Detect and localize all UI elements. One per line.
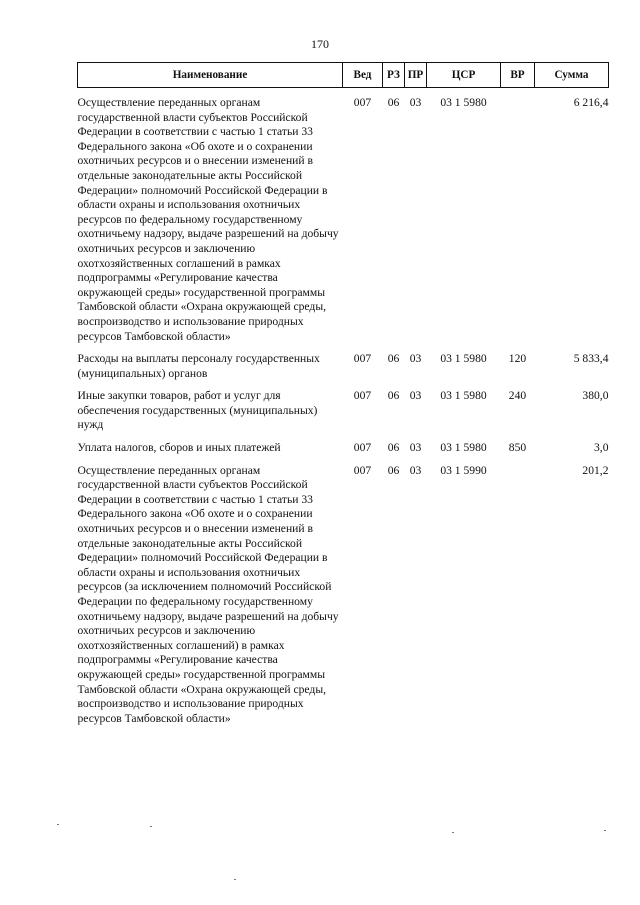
row-pr: 03 — [409, 441, 422, 455]
row-sum: 3,0 — [594, 441, 609, 455]
row-rz: 06 — [387, 96, 400, 109]
scan-speck — [57, 824, 59, 825]
row-pr: 03 — [409, 389, 422, 403]
row-rz: 06 — [387, 441, 400, 455]
row-sum: 201,2 — [582, 463, 609, 477]
row-csr: 03 1 5980 — [440, 441, 487, 455]
page-number: 170 — [311, 37, 329, 51]
row-rz: 06 — [387, 463, 400, 477]
row-vr — [501, 464, 535, 727]
table-row — [78, 464, 609, 727]
row-ved: 007 — [353, 352, 372, 366]
row-name: Осуществление переданных органам государственной власти субъектов Российской Федерации в соответствии с частью 1 статьи 33 Федерального закона «Об охоте и о сохранении охотничьих ресурсов и о внесении изменений в отдельные законодательные акты Российской Федерации» полномочий Российской Федерации в области охраны и использования охотничьих ресурсов (за исключением полномочий Российской Федерации по федеральному государственному охотничьему надзору, выдаче разрешений на добычу охотничьих ресурсов и заключению охотхозяйственных соглашений) в рамках подпрограммы «Регулирование качества окружающей среды» государственной программы Тамбовской области «Охрана окружающей среды, воспроизводство и использование природных ресурсов Тамбовской области» — [77, 463, 339, 725]
row-vr: 850 — [508, 441, 527, 455]
table-row — [78, 96, 609, 344]
row-ved: 007 — [353, 441, 372, 455]
column-header-pr: ПР — [405, 63, 427, 88]
row-rz: 06 — [387, 352, 400, 366]
column-header-rz: РЗ — [383, 63, 405, 88]
row-sum: 6 216,4 — [573, 96, 609, 109]
column-header-ved: Вед — [343, 63, 383, 88]
column-header-name: Наименование — [78, 63, 343, 88]
row-sum: 380,0 — [582, 389, 609, 403]
table-row — [78, 352, 609, 381]
row-csr: 03 1 5990 — [440, 463, 487, 477]
row-csr: 03 1 5980 — [440, 389, 487, 403]
scan-speck — [604, 830, 606, 831]
column-header-sum: Сумма — [535, 63, 609, 88]
row-name: Уплата налогов, сборов и иных платежей — [77, 441, 281, 455]
row-vr — [501, 96, 535, 344]
row-csr: 03 1 5980 — [440, 96, 487, 109]
row-rz: 06 — [387, 389, 400, 403]
row-sum: 5 833,4 — [573, 352, 609, 366]
row-pr: 03 — [409, 463, 422, 477]
scan-speck — [234, 879, 236, 880]
table-header-row — [78, 63, 609, 88]
scan-speck — [150, 826, 152, 827]
row-csr: 03 1 5980 — [440, 352, 487, 366]
row-vr: 120 — [508, 352, 527, 366]
row-name: Расходы на выплаты персоналу государственных (муниципальных) органов — [77, 352, 320, 380]
budget-table — [77, 62, 609, 726]
row-ved: 007 — [353, 463, 372, 477]
row-name: Осуществление переданных органам государственной власти субъектов Российской Федерации в соответствии с частью 1 статьи 33 Федерального закона «Об охоте и о сохранении охотничьих ресурсов и о внесении изменений в отдельные законодательные акты Российской Федерации» полномочий Российской Федерации в области охраны и использования охотничьих ресурсов по федеральному государственному охотничьему надзору, выдаче разрешений на добычу охотничьих ресурсов и заключению охотхозяйственных соглашений в рамках подпрограммы «Регулирование качества окружающей среды» государственной программы Тамбовской области «Охрана окружающей среды, воспроизводство и использование природных ресурсов Тамбовской области» — [77, 96, 339, 343]
column-header-csr: ЦСР — [427, 63, 501, 88]
row-pr: 03 — [409, 352, 422, 366]
row-vr: 240 — [508, 389, 527, 403]
table-row — [78, 441, 609, 456]
table-row — [78, 389, 609, 433]
row-ved: 007 — [353, 389, 372, 403]
scan-speck — [452, 832, 454, 833]
row-pr: 03 — [409, 96, 422, 109]
row-name: Иные закупки товаров, работ и услуг для обеспечения государственных (муниципальных) нужд — [77, 389, 318, 432]
column-header-vr: ВР — [501, 63, 535, 88]
row-ved: 007 — [353, 96, 372, 109]
